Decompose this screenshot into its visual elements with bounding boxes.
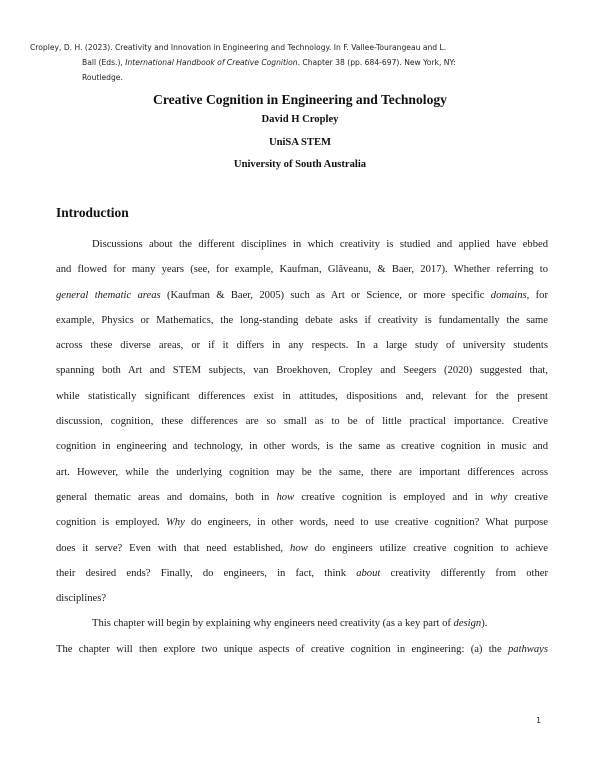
- text-run: creative cognition is employed and in: [294, 491, 491, 503]
- citation-editors: Ball (Eds.),: [82, 58, 126, 67]
- body-text: [56, 232, 548, 662]
- body-line: [56, 637, 548, 662]
- text-run: does it serve? Even with that need established,: [56, 542, 291, 554]
- text-run: The chapter will then explore two unique aspects of creative cognition in engineering: (a) the: [56, 643, 508, 655]
- citation-book-title: International Handbook of Creative Cognition: [125, 58, 298, 67]
- body-line: [56, 257, 548, 282]
- italic-term: how: [290, 542, 308, 554]
- body-line: [56, 561, 548, 586]
- text-run: , for: [526, 289, 548, 301]
- italic-term: domains: [490, 289, 527, 301]
- text-run: discussion, cognition, these differences are so small as to be of little practical importance. Creative: [56, 416, 548, 428]
- text-run: and flowed for many years (see, for example, Kaufman, Glăveanu, & Baer, 2017). Whether referring to: [56, 264, 548, 276]
- body-line: [56, 358, 548, 383]
- italic-term: Why: [165, 517, 185, 529]
- citation-line-2: [30, 55, 560, 70]
- body-line: [56, 586, 548, 611]
- text-run: disciplines?: [56, 593, 107, 605]
- body-line: [56, 460, 548, 485]
- italic-term: design: [453, 618, 482, 630]
- text-run: ).: [481, 618, 488, 630]
- body-line: [56, 510, 548, 535]
- text-run: general thematic areas and domains, both in: [56, 491, 277, 503]
- body-line: [56, 384, 548, 409]
- text-run: creativity differently from other: [380, 567, 548, 579]
- citation-line-3: Routledge.: [82, 73, 123, 82]
- body-line: [56, 283, 548, 308]
- body-line: [56, 409, 548, 434]
- body-line: [56, 485, 548, 510]
- citation-publisher-info: . Chapter 38 (pp. 684-697). New York, NY:: [297, 58, 456, 67]
- text-run: cognition in engineering and technology, in other words, is the same as creative cognition in music and: [56, 441, 548, 453]
- text-run: do engineers utilize creative cognition to achieve: [307, 542, 548, 554]
- page-number: 1: [536, 716, 542, 725]
- body-line: [56, 232, 548, 257]
- text-run: art. However, while the underlying cognition may be the same, there are important differences across: [56, 466, 548, 478]
- text-run: while statistically significant differences exist in attitudes, dispositions and, relevant for the present: [56, 390, 548, 402]
- author-unit: UniSA STEM: [268, 136, 332, 148]
- text-run: do engineers, in other words, need to use creative cognition? What purpose: [184, 517, 548, 529]
- text-run: This chapter will begin by explaining why engineers need creativity (as a key part of: [92, 618, 454, 630]
- author-university: University of South Australia: [233, 159, 367, 170]
- italic-term: pathways: [507, 643, 548, 655]
- citation-line-1: Cropley, D. H. (2023). Creativity and Innovation in Engineering and Technology. In F. Vallee-Tourangeau and L.: [30, 43, 447, 52]
- text-run: Discussions about the different disciplines in which creativity is studied and applied have ebbed: [92, 239, 548, 250]
- section-heading: Introduction: [56, 205, 129, 220]
- body-line: [56, 536, 548, 561]
- body-line: [56, 333, 548, 358]
- paper-title: Creative Cognition in Engineering and Technology: [153, 92, 447, 107]
- italic-term: why: [490, 491, 508, 503]
- text-run: across these diverse areas, or if it differs in any respects. In a large study of university students: [56, 340, 548, 352]
- body-line: [56, 308, 548, 333]
- text-run: their desired ends? Finally, do engineers, in fact, think: [56, 567, 357, 579]
- citation-block: [30, 40, 560, 85]
- italic-term: about: [356, 567, 381, 579]
- text-run: example, Physics or Mathematics, the long-standing debate asks if creativity is fundamentally the same: [56, 314, 548, 326]
- text-run: cognition is employed.: [56, 517, 166, 529]
- italic-term: general thematic areas: [56, 289, 161, 301]
- body-line: [56, 611, 548, 636]
- text-run: spanning both Art and STEM subjects, van Broekhoven, Cropley and Seegers (2020) suggested that,: [56, 365, 548, 377]
- body-line: [56, 434, 548, 459]
- title-block: [0, 90, 600, 177]
- text-run: creative: [507, 491, 548, 503]
- italic-term: how: [276, 491, 295, 503]
- author-name: David H Cropley: [261, 114, 339, 125]
- text-run: (Kaufman & Baer, 2005) such as Art or Science, or more specific: [160, 289, 491, 301]
